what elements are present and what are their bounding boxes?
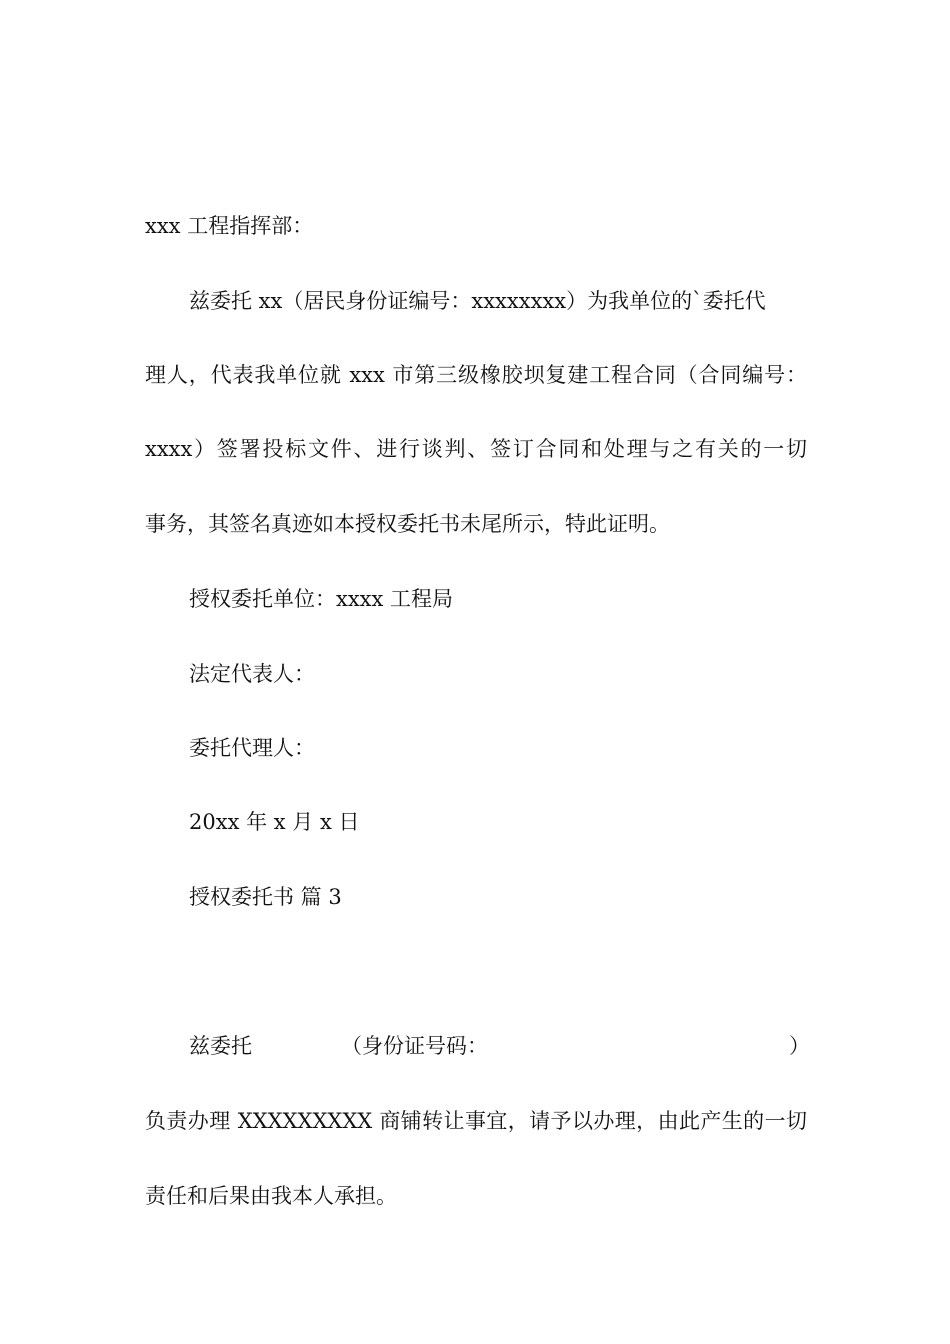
paragraph2-line1 [189, 1031, 809, 1061]
paragraph1-line1: 兹委托 xx（居民身份证编号：xxxxxxxx）为我单位的`委托代 [189, 289, 766, 313]
salutation: xxx 工程指挥部： [145, 214, 314, 238]
section-heading: 授权委托书 篇 3 [189, 885, 342, 909]
id-number-label: （身份证号码： [341, 1034, 488, 1058]
paragraph2-line3: 责任和后果由我本人承担。 [145, 1184, 397, 1208]
paragraph1-line2: 理人，代表我单位就 xxx 市第三级橡胶坝复建工程合同（合同编号： [145, 363, 807, 387]
entrust-label: 兹委托 [189, 1034, 252, 1058]
paragraph1-line3: xxxx）签署投标文件、进行谈判、签订合同和处理与之有关的一切 [145, 437, 807, 461]
authorizing-unit: 授权委托单位：xxxx 工程局 [189, 587, 454, 611]
legal-representative-label: 法定代表人： [189, 662, 315, 686]
date-line: 20xx 年 x 月 x 日 [189, 810, 360, 834]
agent-label: 委托代理人： [189, 736, 315, 760]
id-number-close: ） [789, 1034, 810, 1058]
paragraph2-line2: 负责办理 XXXXXXXXX 商铺转让事宜，请予以办理，由此产生的一切 [145, 1109, 807, 1133]
paragraph1-line4: 事务，其签名真迹如本授权委托书未尾所示，特此证明。 [145, 512, 670, 536]
